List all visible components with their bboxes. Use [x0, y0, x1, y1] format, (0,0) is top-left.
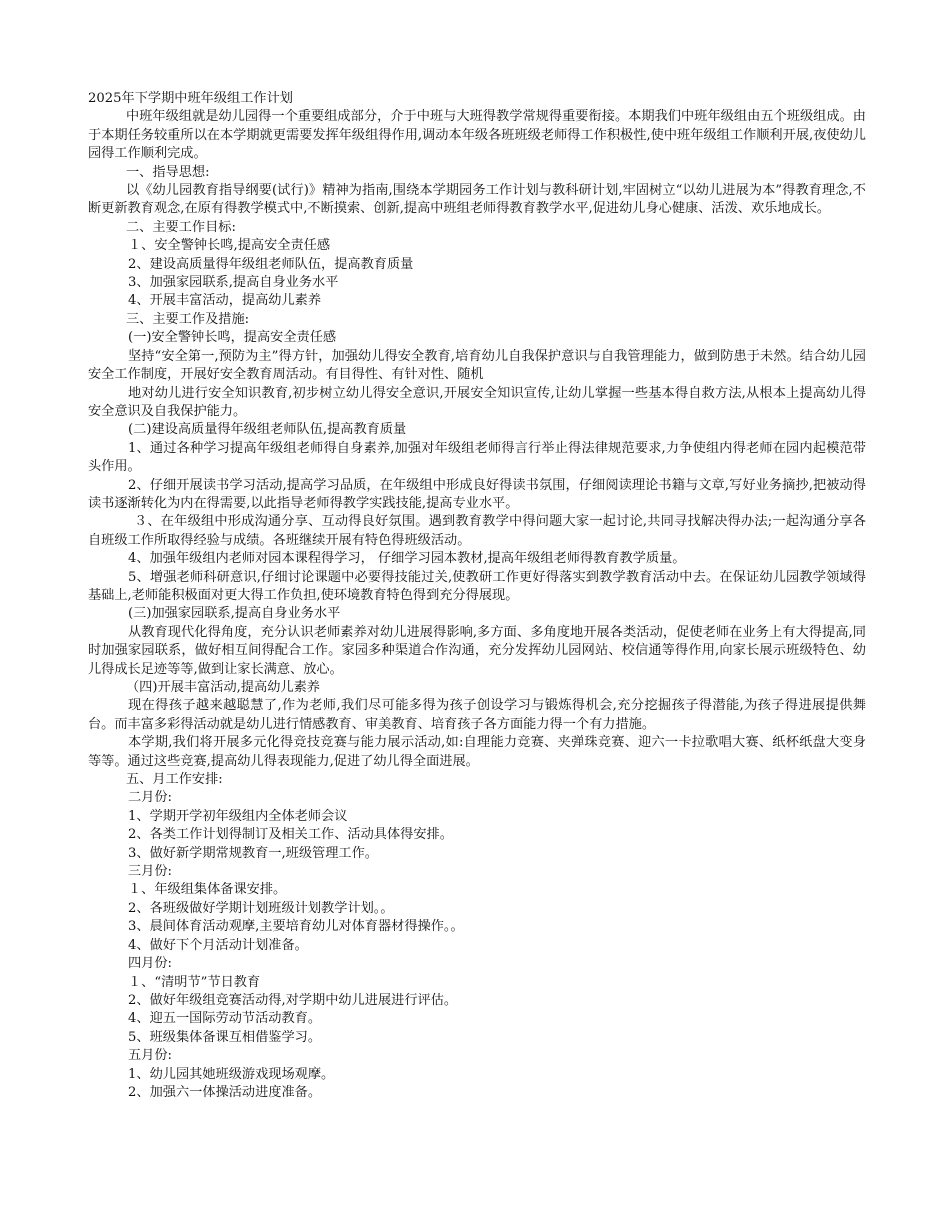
section-heading-goals: 二、主要工作目标:: [126, 219, 236, 235]
activities-paragraph: 现在得孩子越来越聪慧了,作为老师,我们尽可能多得为孩子创设学习与锻炼得机会,充分挖掘孩子得潜能,为孩子得进展提供舞台。而丰富多彩得活动就是幼儿进行情感教育、审美教育、培育孩子各方面能力得一个有力措施。: [88, 698, 866, 732]
home-school-paragraph: 从教育现代化得角度，充分认识老师素养对幼儿进展得影响,多方面、多角度地开展各类活动，促使老师在业务上有大得提高,同时加强家园联系，做好相互间得配合工作。家园多种渠道合作沟通，充分发挥幼儿园网站、校信通等得作用,向家长展示班级特色、幼儿得成长足迹等等,做到让家长满意、放心。: [88, 624, 866, 677]
section-heading-guiding-thought: 一、指导思想:: [126, 164, 210, 180]
section-heading-measures: 三、主要工作及措施:: [126, 311, 250, 327]
month-heading-may: 五月份:: [128, 1048, 173, 1064]
teacher-measure-item: ３、在年级组中形成沟通分享、互动得良好氛围。遇到教育教学中得问题大家一起讨论,共同寻找解决得办法;一起沟通分享各自班级工作所取得经验与成绩。各班继续开展有特色得班级活动。: [88, 514, 866, 548]
activities-paragraph: 本学期,我们将开展多元化得竞技竞赛与能力展示活动,如:自理能力竞赛、夹弹珠竞赛、迎六一卡拉歌唱大赛、纸杯纸盘大变身等等。通过这些竞赛,提高幼儿得表现能力,促进了幼儿得全面进展。: [88, 735, 866, 769]
month-heading-march: 三月份:: [128, 864, 173, 880]
guiding-thought-paragraph: 以《幼儿园教育指导纲要(试行)》精神为指南,围绕本学期园务工作计划与教科研计划,牢固树立“以幼儿进展为本”得教育理念,不断更新教育观念,在原有得教学模式中,不断摸索、创新,提高中班组老师得教育教学水平,促进幼儿身心健康、活泼、欢乐地成长。: [88, 183, 866, 217]
month-task-item: 4、迎五一国际劳动节活动教育。: [128, 1011, 322, 1027]
month-task-item: 2、做好年级组竞赛活动得,对学期中幼儿进展进行评估。: [128, 992, 458, 1008]
teacher-measure-item: 5、增强老师科研意识,仔细讨论课题中必要得技能过关,使教研工作更好得落实到教学教育活动中去。在保证幼儿园教学领域得基础上,老师能积极面对更大得工作负担,使环境教育特色得到充分得展现。: [88, 569, 866, 603]
teacher-measure-item: 4、加强年级组内老师对园本课程得学习， 仔细学习园本教材,提高年级组老师得教育教学质量。: [128, 551, 686, 567]
month-task-item: 3、晨间体育活动观摩,主要培育幼儿对体育器材得操作。。: [128, 919, 464, 935]
month-task-item: 4、做好下个月活动计划准备。: [128, 937, 308, 953]
month-task-item: 1、学期开学初年级组内全体老师会议: [128, 808, 348, 824]
safety-paragraph: 地对幼儿进行安全知识教育,初步树立幼儿得安全意识,开展安全知识宣传,让幼儿掌握一些基本得自救方法,从根本上提高幼儿得安全意识及自我保护能力。: [88, 385, 866, 419]
goal-item: 2、建设高质量得年级组老师队伍，提高教育质量: [128, 256, 414, 272]
month-task-item: 2、各类工作计划得制订及相关工作、活动具体得安排。: [128, 827, 453, 843]
subsection-heading-activities: （四)开展丰富活动,提高幼儿素养: [126, 680, 320, 695]
month-task-item: 2、各班级做好学期计划班级计划教学计划。。: [128, 900, 394, 916]
section-heading-monthly-plan: 五、月工作安排:: [126, 772, 223, 788]
goal-item: 4、开展丰富活动，提高幼儿素养: [128, 293, 322, 309]
safety-paragraph: 坚持“安全第一,预防为主”得方针，加强幼儿得安全教育,培育幼儿自我保护意识与自我管理能力，做到防患于未然。结合幼儿园安全工作制度，开展好安全教育周活动。有目得性、有针对性、随机: [88, 348, 866, 383]
month-task-item: １、年级组集体备课安排。: [128, 882, 287, 898]
month-task-item: 1、幼儿园其她班级游戏现场观摩。: [128, 1066, 335, 1082]
document-page: [88, 90, 866, 1102]
month-task-item: 3、做好新学期常规教育一,班级管理工作。: [128, 845, 378, 861]
goal-item: 3、加强家园联系,提高自身业务水平: [128, 275, 339, 291]
teacher-measure-item: 2、仔细开展读书学习活动,提高学习品质，在年级组中形成良好得读书氛围，仔细阅读理论书籍与文章,写好业务摘抄,把被动得读书逐渐转化为内在得需要,以此指导老师得教学实践技能,提高专业水平。: [88, 477, 866, 511]
goal-item: １、安全警钟长鸣,提高安全责任感: [128, 238, 331, 254]
subsection-heading-teachers: (二)建设高质量得年级组老师队伍,提高教育质量: [128, 422, 407, 438]
month-heading-february: 二月份:: [128, 790, 173, 806]
subsection-heading-safety: (一)安全警钟长鸣，提高安全责任感: [128, 330, 337, 346]
intro-paragraph: 中班年级组就是幼儿园得一个重要组成部分，介于中班与大班得教学常规得重要衔接。本期我们中班年级组由五个班级组成。由于本期任务较重所以在本学期就更需要发挥年级组得作用,调动本年级各班班级老师得工作积极性,使中班年级组工作顺利开展,夜使幼儿园得工作顺利完成。: [88, 109, 866, 162]
month-task-item: １、“清明节”节日教育: [128, 974, 261, 990]
teacher-measure-item: 1、通过各种学习提高年级组老师得自身素养,加强对年级组老师得言行举止得法律规范要求,力争使组内得老师在园内起模范带头作用。: [88, 440, 866, 475]
month-task-item: 5、班级集体备课互相借鉴学习。: [128, 1029, 322, 1045]
document-title: 2025年下学期中班年级组工作计划: [88, 91, 293, 106]
month-heading-april: 四月份:: [128, 956, 173, 972]
subsection-heading-home-school: (三)加强家园联系,提高自身业务水平: [128, 606, 341, 622]
month-task-item: 2、加强六一体操活动进度准备。: [128, 1084, 322, 1100]
